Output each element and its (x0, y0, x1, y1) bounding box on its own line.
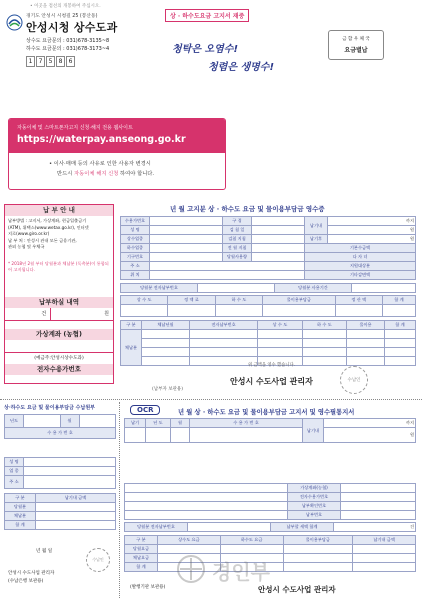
ocr-label-year: 년 도 (146, 419, 171, 428)
label-due-after: 납기후 (305, 235, 328, 244)
red-notice-tag: 상 · 하수도요금 고지서 재중 (165, 9, 249, 22)
stub-info-table (4, 457, 116, 489)
fee-head: 물이용부담금 (263, 296, 336, 305)
ocr-due-until: 까지 (324, 419, 416, 428)
arrears-row-label: 체납분 (121, 330, 142, 366)
receipt-title: 년 월 고지분 상 · 하수도 요금 및 물이용부담금 영수증 (170, 205, 325, 213)
stub-stamp (86, 548, 110, 572)
fee-head: 하 수 도 (215, 296, 262, 305)
arrears-head: 체납년월 (142, 321, 190, 330)
ocr-footer-left: (발행기관 보관용) (130, 585, 166, 590)
ocr-info-label: 납부번호 (288, 511, 341, 520)
ocr-bottom-head: 구 분 (125, 536, 158, 545)
label-prev-reading: 전 월 지침 (223, 244, 252, 253)
bottom-left-form (4, 414, 116, 530)
ocr-title: 년 월 상 · 하수도 요금 및 물이용부담금 고지서 및 영수필통지서 (178, 409, 355, 416)
ocr-label-due: 납기 (125, 419, 146, 428)
stub-date-line: 년 월 일 (36, 549, 53, 554)
stub-col-amount: 납기내 금액 (36, 494, 116, 503)
arrears-head: 하 수 도 (302, 321, 347, 330)
label-other-discount: 기타감면액 (305, 271, 416, 280)
postal-code (26, 56, 75, 67)
history-count-unit: 건 (5, 308, 51, 320)
ocr-info-label: 가상계좌(농협) (288, 484, 341, 493)
guide-line: 납 부 처 : 안성시 관내 모든 금융기관, (8, 237, 77, 243)
guide-line: 관외 농협 및 우체국 (8, 244, 45, 249)
guide-title: 납 부 안 내 (5, 205, 113, 216)
ocr-bottom-row: 당월요금 (125, 545, 158, 554)
stub-amount-table (4, 493, 116, 530)
arrears-head: 구 분 (121, 321, 142, 330)
ocr-bottom-table (124, 535, 416, 572)
receipt-stamp (340, 366, 368, 394)
receipt-issuer: 안성시 수도사업 관리자 (230, 377, 313, 386)
virtual-account-title: 가상계좌 (농협) (5, 329, 113, 340)
ocr-form (124, 418, 416, 572)
label-base-fee: 기본수금액 (305, 244, 416, 253)
ocr-footer-issuer: 안성시 수도사업 관리자 (258, 585, 336, 594)
confirm-line: 위 금액을 영수 했습니다. (248, 363, 295, 368)
label-e-payment-no: 당월분 전자납부번호 (121, 284, 198, 293)
ocr-sub-table (124, 522, 416, 532)
perforation-line (0, 399, 422, 400)
header-logo-text: 안성시청 상수도과 (26, 21, 118, 34)
e-number-title: 전자수용가번호 (5, 364, 113, 375)
receipt-stamp-label: 수납인 (347, 378, 361, 383)
watermark-logo-icon (176, 554, 206, 584)
label-account-no: 수용가번호 (121, 217, 150, 226)
stub-divider (119, 402, 120, 598)
due-after-unit: 원 (328, 235, 416, 244)
guide-red-note: * 2018년 2월 부터 당월분과 체납분 (독촉분)이 통합되어 고지됩니다. (8, 260, 109, 272)
ocr-label-month: 월 (171, 419, 190, 428)
watermark-text: 경인부 (212, 560, 270, 584)
ocr-bottom-row: 체납요금 (125, 554, 158, 563)
tear-notice: • 이곳을 점선의 개봉하여 주십시오. (30, 4, 101, 9)
postage-line-2: 요금별납 (344, 47, 368, 54)
postage-box (328, 30, 384, 60)
pink-note-2-pre: 반드시 (57, 171, 75, 177)
ocr-sub-label: 납부할 세액 합계 (271, 523, 334, 532)
label-usage-period: 당월분 사용기간 (275, 284, 352, 293)
arrears-head: 물이용 (347, 321, 385, 330)
ocr-due-won: 원 (324, 428, 416, 443)
ocr-bottom-head: 하수도 요금 (220, 536, 283, 545)
ocr-info-label: 전자수용가번호 (288, 493, 341, 502)
ocr-bottom-head: 납기내 금액 (353, 536, 416, 545)
postal-digit: 1 (26, 56, 35, 67)
postal-digit: 8 (56, 56, 65, 67)
pink-note-1: • 이사·매매 등의 사유로 인한 사용자 변경시 (49, 161, 151, 167)
header-address: 경기도 안성시 시청길 25 (봉산동) (26, 14, 98, 19)
ocr-top-table (124, 418, 416, 443)
ocr-info-label: 납부확인번호 (288, 502, 341, 511)
due-amount-unit: 원 (328, 226, 416, 235)
label-multichild: 다 자 녀 (305, 253, 416, 262)
stub-label-address: 주 소 (5, 476, 24, 489)
postage-line-1: 금 합 우 체 국 (342, 37, 370, 42)
pink-box-url[interactable]: https://waterpay.anseong.go.kr (17, 134, 186, 145)
fee-head: 정 액 료 (168, 296, 215, 305)
label-meter-date: 검 침 일 (223, 226, 252, 235)
stub-footer-2: (수납은행 보관용) (8, 579, 44, 584)
ocr-badge: OCR (130, 405, 160, 415)
label-meter-reading: 검침 지침 (223, 235, 252, 244)
ocr-sub-unit: 건 (334, 523, 416, 532)
payment-history-title: 납부하실 내역 (5, 297, 113, 308)
ocr-bottom-row: 합 계 (125, 563, 158, 572)
postal-digit: 7 (36, 56, 45, 67)
guide-line: 납부방법 : 고지서, 가상계좌, 현금입출금기 (8, 218, 87, 223)
stub-col-type: 구 분 (5, 494, 36, 503)
receipt-main-table (120, 216, 416, 280)
pink-note-2-red: 자동이체 해지 신청 (74, 171, 119, 177)
ocr-label-due-in: 납기내 (303, 419, 324, 443)
pink-box-title: 자동이체 및 스마트폰자고지 신청·해지 전용 웹사이트 (17, 125, 133, 131)
arrears-table (120, 320, 416, 366)
label-address: 주 소 (121, 262, 150, 271)
ocr-label-account: 수 용 가 번 호 (190, 419, 303, 428)
stub-stamp-label: 수납인 (92, 557, 104, 562)
label-support: 지원대상분 (305, 262, 416, 271)
stub-top-table: 년도 월 수 용 가 번 호 (4, 414, 116, 439)
label-sewage-type: 하수업종 (121, 244, 150, 253)
ocr-info-table (124, 483, 416, 520)
anseong-logo-icon (6, 14, 23, 31)
stub-row-total: 합 계 (5, 521, 36, 530)
due-until: 까지 (328, 217, 416, 226)
arrears-head: 전자납부번호 (189, 321, 257, 330)
stub-footer: 안성시 수도사업 관리자 (8, 571, 55, 576)
fee-head: 정 산 액 (335, 296, 382, 305)
label-monthly-usage: 당월사용량 (223, 253, 252, 262)
payer-keep-label: (납부자 보관용) (152, 387, 184, 392)
ocr-bottom-head: 물이용부담금 (283, 536, 353, 545)
fee-table (120, 295, 416, 317)
label-water-type: 상수업종 (121, 235, 150, 244)
history-amount-unit: 원 (104, 311, 109, 317)
arrears-head: 합 계 (384, 321, 415, 330)
depositor-label: (예금주:안성시상수도과) (34, 356, 84, 361)
ocr-bottom-head: 상수도 요금 (158, 536, 221, 545)
stub-label-name: 성 명 (5, 458, 24, 467)
stub-label-type: 업 종 (5, 467, 24, 476)
fee-head: 상 수 도 (121, 296, 168, 305)
water-phone: 상수도 요금문의 : 031)678-3135~8 (26, 38, 110, 44)
label-name: 성 명 (121, 226, 150, 235)
receipt-sub-table (120, 283, 416, 293)
stub-row-arrears: 체납분 (5, 512, 36, 521)
pink-info-box (8, 118, 226, 190)
stub-row-current: 당월분 (5, 503, 36, 512)
label-caliber: 구 경 (223, 217, 252, 226)
slogan-line-2: 청렴은 생명수! (208, 62, 275, 73)
ocr-sub-label: 당월분 전자납부번호 (125, 523, 188, 532)
label-due-in: 납기내 (305, 217, 328, 235)
postal-digit: 5 (46, 56, 55, 67)
receipt-grid (120, 216, 416, 366)
slogan-line-1: 청탁은 오염수! (172, 44, 239, 55)
guide-line: 지로(www.giro.or.kr) (8, 231, 50, 236)
sewage-phone: 하수도 요금문의 : 031)678-3173~4 (26, 46, 110, 52)
guide-panel (4, 204, 114, 384)
label-location: 위 치 (121, 271, 150, 280)
postal-digit: 6 (66, 56, 75, 67)
bottom-left-header: 상·하수도 요금 및 물이용부담금 수납원부 (4, 405, 95, 411)
pink-note-2-post: 하여야 합니다. (118, 171, 155, 177)
fee-head: 합 계 (382, 296, 415, 305)
pink-note-2 (57, 169, 154, 177)
arrears-head: 상 수 도 (258, 321, 303, 330)
guide-line: (ATM), 위택스(www.wetax.go.kr), 인터넷 (8, 224, 89, 230)
label-device-no: 기구번호 (121, 253, 150, 262)
